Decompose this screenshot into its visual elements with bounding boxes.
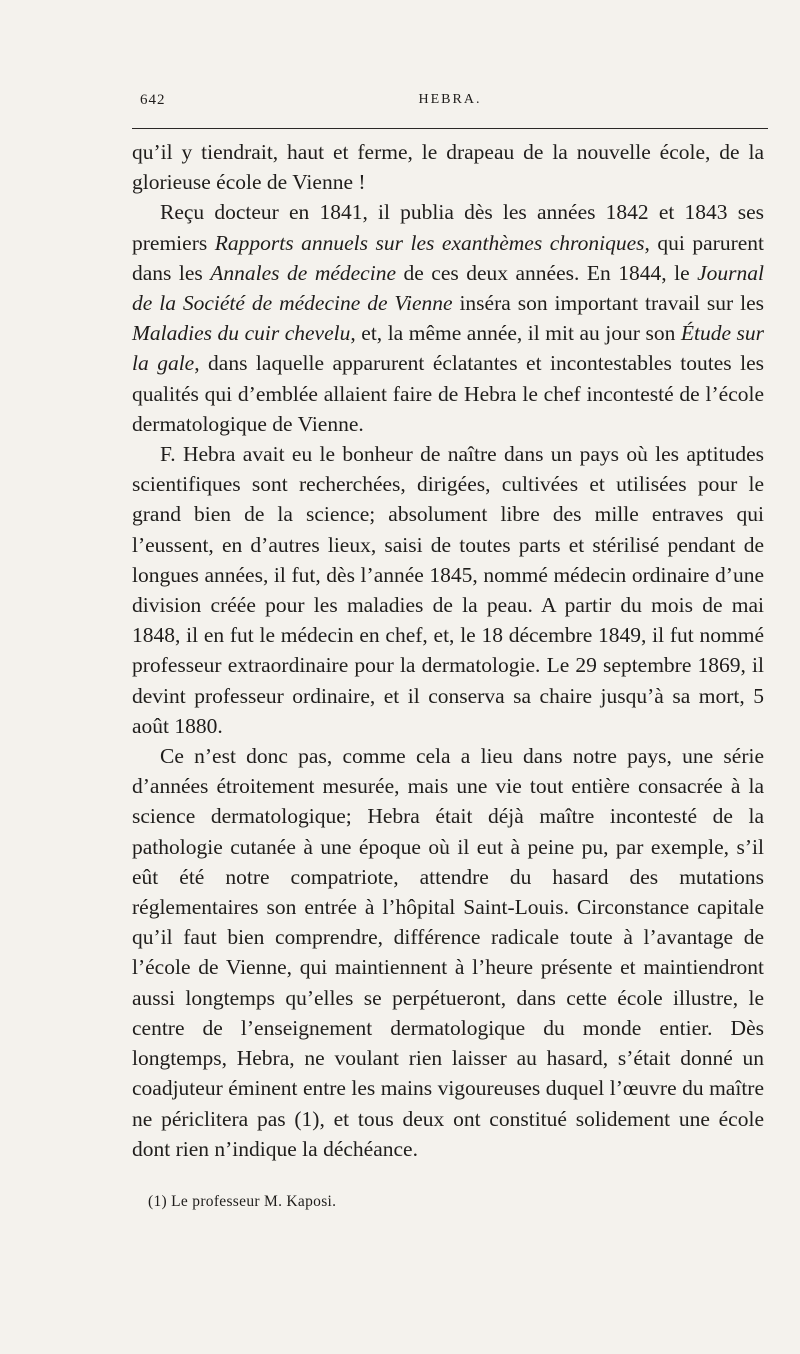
text-run: F. Hebra avait eu le bonheur de naître dans un pays où les aptitudes scientifiques sont recherchées, dirigées, cultivées et utilisées pour le grand bien de la science; absolument libre des mille entraves qui l’eussent, en d’autres lieux, saisi de toutes parts et stérilisé pendant de longues années, il fut, dès l’année 1845, nommé médecin ordinaire d’une division créée pour les maladies de la peau. A partir du mois de mai 1848, il en fut le médecin en chef, et, le 18 décembre 1849, il fut nommé professeur extraordinaire pour la dermatologie. Le 29 septembre 1869, il devint professeur ordinaire, et il conserva sa chaire jusqu’à sa mort, 5 août 1880. (132, 442, 764, 738)
running-title: HEBRA. (418, 92, 482, 107)
text-run: , et, la même année, il mit au jour son (350, 321, 681, 346)
text-run: qu’il y tiendrait, haut et ferme, le drapeau de la nouvelle école, de la glorieuse école de Vienne ! (132, 140, 764, 195)
paragraph (132, 741, 764, 1164)
italic-title: Rapports annuels sur les exanthèmes chroniques (214, 230, 645, 255)
header-rule (132, 128, 768, 129)
page-number: 642 (140, 92, 166, 108)
paragraph (132, 197, 764, 439)
text-run: , dans laquelle apparurent éclatantes et incontestables toutes les qualités qui d’emblée allaient faire de Hebra le chef incontesté de l’école dermatologique de Vienne. (132, 351, 764, 436)
italic-title: Journal de la Société de médecine de Vienne (132, 260, 764, 316)
text-run: Reçu docteur en 1841, il publia dès les années 1842 et 1843 ses premiers (132, 200, 764, 255)
footnote: (1) Le professeur M. Kaposi. (148, 1193, 337, 1210)
running-head (140, 92, 760, 116)
italic-title: Maladies du cuir chevelu (132, 321, 351, 346)
paragraph (132, 137, 764, 197)
text-run: de ces deux années. En 1844, le (396, 260, 698, 285)
text-run: inséra son important travail sur les (452, 291, 764, 316)
italic-title: Étude sur la gale (132, 321, 765, 376)
paragraph (132, 439, 764, 741)
text-run: , qui parurent dans les (132, 230, 765, 285)
text-run: Ce n’est donc pas, comme cela a lieu dans notre pays, une série d’années étroitement mesurée, mais une vie tout entière consacrée à la science dermatologique; Hebra était déjà maître incontesté de la pathologie cutanée à une époque où il eut à peine pu, par exemple, s’il eût été notre compatriote, attendre du hasard des mutations réglementaires son entrée à l’hôpital Saint-Louis. Circonstance capitale qu’il faut bien comprendre, différence radicale toute à l’avantage de l’école de Vienne, qui maintiennent à l’heure présente et maintiendront aussi longtemps qu’elles se perpétueront, dans cette école illustre, le centre de l’enseignement dermatologique du monde entier. Dès longtemps, Hebra, ne voulant rien laisser au hasard, s’était donné un coadjuteur éminent entre les mains vigoureuses duquel l’œuvre du maître ne périclitera pas (1), et tous deux ont constitué solidement une école dont rien n’indique la déchéance. (132, 744, 764, 1161)
body-text (132, 137, 764, 1164)
italic-title: Annales de médecine (210, 260, 396, 285)
